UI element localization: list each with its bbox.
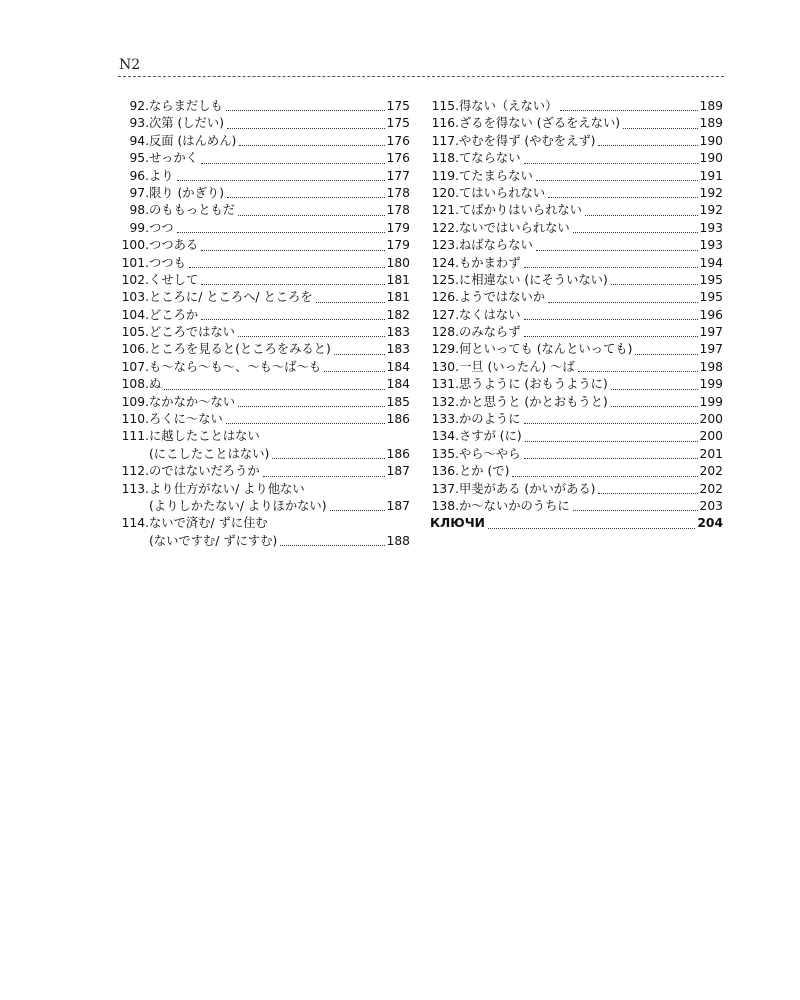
toc-number: 130. — [431, 359, 459, 374]
leader-dots — [201, 250, 384, 251]
toc-title: てならない — [459, 151, 521, 166]
toc-title: ねばならない — [459, 238, 533, 253]
toc-page: 177 — [386, 168, 410, 183]
leader-dots — [488, 528, 695, 529]
toc-number: 122. — [431, 220, 459, 235]
toc-title: も～なら～も～、～も～ば～も — [149, 359, 322, 374]
toc-entry — [120, 324, 410, 341]
toc-number: 93. — [129, 116, 149, 131]
leader-dots — [272, 458, 384, 459]
toc-page: 200 — [699, 429, 723, 444]
leader-dots — [578, 371, 698, 372]
toc-entry — [120, 255, 410, 272]
toc-number: 99. — [129, 220, 149, 235]
toc-number: 107. — [121, 359, 149, 374]
toc-title: どころではない — [149, 325, 235, 340]
leader-dots — [324, 371, 384, 372]
toc-page: 199 — [699, 394, 723, 409]
toc-number: 104. — [121, 307, 149, 322]
toc-entry — [120, 463, 410, 480]
leader-dots — [623, 128, 697, 129]
toc-page: 179 — [386, 238, 410, 253]
toc-page: 190 — [699, 151, 723, 166]
toc-page: 178 — [386, 185, 410, 200]
toc-page: 197 — [699, 325, 723, 340]
toc-number: 121. — [431, 203, 459, 218]
toc-entry — [120, 376, 410, 393]
toc-number: 117. — [431, 133, 459, 148]
leader-dots — [536, 250, 698, 251]
toc-number: 131. — [431, 377, 459, 392]
leader-dots — [585, 215, 698, 216]
toc-title: のではないだろうか — [149, 464, 260, 479]
toc-title: か～ないかのうちに — [459, 498, 570, 513]
toc-number: 98. — [129, 203, 149, 218]
toc-number: 94. — [129, 133, 149, 148]
toc-title-reading: (よりしかたない/ よりほかない) — [149, 498, 327, 513]
toc-column-right — [430, 98, 723, 533]
toc-entry — [430, 446, 723, 463]
leader-dots — [548, 197, 697, 198]
toc-number: 134. — [431, 429, 459, 444]
toc-page: 191 — [699, 168, 723, 183]
toc-entry — [430, 115, 723, 132]
toc-title: 一旦 (いったん) ～ば — [459, 359, 575, 374]
toc-title: つつある — [149, 238, 199, 253]
leader-dots — [611, 284, 698, 285]
toc-number: 135. — [431, 446, 459, 461]
toc-number: 97. — [129, 185, 149, 200]
toc-title: なかなか～ない — [149, 394, 236, 409]
toc-title: とか (で) — [459, 464, 510, 479]
toc-page: 188 — [386, 533, 410, 548]
toc-page: 193 — [699, 220, 723, 235]
toc-title: てたまらない — [459, 168, 533, 183]
toc-title: ざるを得ない (ざるをえない) — [459, 116, 621, 131]
toc-page: 194 — [699, 255, 723, 270]
toc-title: つつ — [149, 220, 174, 235]
toc-number: 112. — [121, 464, 149, 479]
toc-title: ようではないか — [459, 290, 546, 305]
toc-number: 136. — [431, 464, 459, 479]
toc-title: くせして — [149, 272, 199, 287]
leader-dots — [524, 267, 698, 268]
toc-number: 127. — [431, 307, 459, 322]
toc-number: 138. — [431, 498, 459, 513]
toc-number: 111. — [121, 429, 149, 444]
toc-entry — [430, 359, 723, 376]
toc-entry — [120, 150, 410, 167]
leader-dots — [524, 458, 698, 459]
toc-entry — [430, 168, 723, 185]
leader-dots — [548, 302, 697, 303]
toc-entry — [120, 428, 410, 463]
toc-page: 200 — [699, 412, 723, 427]
toc-entry — [430, 411, 723, 428]
toc-number: 108. — [121, 377, 149, 392]
toc-page: 201 — [699, 446, 723, 461]
toc-entry — [430, 463, 723, 480]
toc-title: 次第 (しだい) — [149, 116, 224, 131]
toc-entry — [120, 289, 410, 306]
toc-title: 得ない（えない） — [459, 98, 558, 113]
toc-title: さすが (に) — [459, 429, 522, 444]
toc-entry — [430, 394, 723, 411]
toc-title: に越したことはない — [149, 429, 260, 444]
leader-dots — [525, 441, 698, 442]
toc-entry — [430, 428, 723, 445]
toc-title: やむを得ず (やむをえず) — [459, 133, 596, 148]
toc-number: 118. — [431, 151, 459, 166]
toc-number: 102. — [121, 272, 149, 287]
toc-entry — [120, 237, 410, 254]
toc-number: 129. — [431, 342, 459, 357]
toc-entry — [120, 359, 410, 376]
toc-number: 128. — [431, 325, 459, 340]
leader-dots — [524, 336, 698, 337]
toc-page: 196 — [699, 307, 723, 322]
toc-page: 197 — [699, 342, 723, 357]
toc-page: 176 — [386, 151, 410, 166]
toc-page: 178 — [386, 203, 410, 218]
toc-number: 133. — [431, 412, 459, 427]
toc-title: より仕方がない/ より他ない — [149, 481, 305, 496]
toc-entry — [120, 515, 410, 550]
toc-number: 110. — [121, 412, 149, 427]
toc-number: 116. — [431, 116, 459, 131]
toc-title: どころか — [149, 307, 199, 322]
toc-entry — [120, 168, 410, 185]
toc-title: やら～やら — [459, 446, 521, 461]
toc-number: 119. — [431, 168, 459, 183]
header-label: N2 — [119, 57, 141, 73]
leader-dots — [560, 110, 697, 111]
leader-dots — [201, 284, 384, 285]
toc-page: 193 — [699, 238, 723, 253]
toc-page: 183 — [386, 342, 410, 357]
toc-title: 限り (かぎり) — [149, 185, 224, 200]
toc-entry — [430, 185, 723, 202]
toc-title: せっかく — [149, 151, 198, 166]
leader-dots — [238, 336, 385, 337]
toc-entry — [430, 307, 723, 324]
toc-number: 125. — [431, 272, 459, 287]
toc-title: もかまわず — [459, 255, 521, 270]
leader-dots — [524, 163, 698, 164]
toc-entry — [430, 341, 723, 358]
toc-number: 114. — [121, 516, 149, 531]
toc-entry — [430, 289, 723, 306]
leader-dots — [611, 389, 698, 390]
leader-dots — [512, 476, 697, 477]
toc-page: 195 — [699, 290, 723, 305]
toc-entry — [430, 150, 723, 167]
toc-entry — [120, 307, 410, 324]
leader-dots — [280, 545, 384, 546]
toc-page: 195 — [699, 272, 723, 287]
toc-number: 132. — [431, 394, 459, 409]
toc-page: 182 — [386, 307, 410, 322]
toc-entry — [120, 481, 410, 516]
toc-entry — [120, 202, 410, 219]
leader-dots — [573, 510, 698, 511]
leader-dots — [201, 163, 385, 164]
leader-dots — [189, 267, 385, 268]
toc-title: なくはない — [459, 307, 521, 322]
toc-entry — [430, 98, 723, 115]
toc-entry — [120, 394, 410, 411]
toc-page: 181 — [386, 290, 410, 305]
toc-title: のももっともだ — [149, 203, 236, 218]
leader-dots — [330, 510, 385, 511]
toc-page: 176 — [386, 133, 410, 148]
toc-entry — [430, 220, 723, 237]
toc-entry — [430, 237, 723, 254]
leader-dots — [177, 180, 385, 181]
leader-dots — [573, 232, 698, 233]
toc-number: 120. — [431, 185, 459, 200]
leader-dots — [635, 354, 697, 355]
toc-title: ならまだしも — [149, 98, 223, 113]
leader-dots — [164, 389, 384, 390]
toc-number: 92. — [129, 98, 149, 113]
toc-title-reading: (ないですむ/ ずにすむ) — [149, 533, 278, 548]
leader-dots — [177, 232, 385, 233]
toc-title: ないで済む/ ずに住む — [149, 516, 268, 531]
toc-title: 思うように (おもうように) — [459, 377, 608, 392]
toc-page: 204 — [697, 516, 723, 531]
leader-dots — [536, 180, 698, 181]
toc-title: 何といっても (なんといっても) — [459, 342, 633, 357]
toc-page: 186 — [386, 446, 410, 461]
leader-dots — [524, 319, 698, 320]
leader-dots — [239, 145, 384, 146]
leader-dots — [227, 197, 385, 198]
toc-title: 甲斐がある (かいがある) — [459, 481, 596, 496]
toc-entry — [120, 98, 410, 115]
leader-dots — [524, 423, 698, 424]
toc-number: 101. — [121, 255, 149, 270]
toc-title: つつも — [149, 255, 186, 270]
leader-dots — [598, 493, 697, 494]
leader-dots — [227, 128, 385, 129]
toc-number: 100. — [121, 238, 149, 253]
toc-page: 192 — [699, 185, 723, 200]
leader-dots — [226, 110, 385, 111]
toc-entry — [430, 324, 723, 341]
toc-page: 199 — [699, 377, 723, 392]
header-divider — [118, 76, 724, 77]
toc-title: てはいられない — [459, 185, 546, 200]
toc-entry — [430, 376, 723, 393]
toc-page: 183 — [386, 325, 410, 340]
toc-number: 95. — [129, 151, 149, 166]
toc-page: 186 — [386, 412, 410, 427]
toc-entry — [120, 341, 410, 358]
toc-number: 126. — [431, 290, 459, 305]
toc-number: 96. — [129, 168, 149, 183]
toc-column-left — [120, 98, 410, 550]
leader-dots — [201, 319, 384, 320]
toc-page: 202 — [699, 481, 723, 496]
toc-title: に相違ない (にそういない) — [459, 272, 608, 287]
toc-number: 109. — [121, 394, 149, 409]
toc-page: 175 — [386, 98, 410, 113]
toc-title-reading: (にこしたことはない) — [149, 446, 270, 461]
toc-page: 189 — [699, 116, 723, 131]
toc-entry — [430, 498, 723, 515]
toc-number: 115. — [431, 98, 459, 113]
leader-dots — [226, 423, 385, 424]
toc-title: ぬ — [149, 377, 162, 392]
toc-entry — [430, 202, 723, 219]
toc-title: のみならず — [459, 325, 521, 340]
toc-title: КЛЮЧИ — [430, 516, 485, 531]
toc-page: 187 — [386, 464, 410, 479]
toc-page: 203 — [699, 498, 723, 513]
toc-page: 189 — [699, 98, 723, 113]
toc-entry — [430, 272, 723, 289]
toc-number: 106. — [121, 342, 149, 357]
toc-entry-keys — [430, 515, 723, 532]
toc-entry — [120, 272, 410, 289]
toc-number: 123. — [431, 238, 459, 253]
leader-dots — [598, 145, 697, 146]
toc-page: 198 — [699, 359, 723, 374]
toc-page: 192 — [699, 203, 723, 218]
leader-dots — [316, 302, 385, 303]
toc-page: 175 — [386, 116, 410, 131]
toc-entry — [430, 255, 723, 272]
toc-title: より — [149, 168, 174, 183]
leader-dots — [238, 406, 384, 407]
toc-title: かのように — [459, 412, 521, 427]
toc-number: 113. — [121, 481, 149, 496]
toc-page: 187 — [386, 498, 410, 513]
toc-entry — [120, 185, 410, 202]
leader-dots — [611, 406, 698, 407]
toc-entry — [120, 411, 410, 428]
toc-title: ところを見ると(ところをみると) — [149, 342, 331, 357]
toc-number: 103. — [121, 290, 149, 305]
toc-title: ろくに～ない — [149, 412, 223, 427]
toc-page: 185 — [386, 394, 410, 409]
toc-entry — [120, 115, 410, 132]
toc-title: てばかりはいられない — [459, 203, 582, 218]
toc-entry — [120, 220, 410, 237]
toc-title: ところに/ ところへ/ ところを — [149, 290, 313, 305]
toc-page: 190 — [699, 133, 723, 148]
toc-entry — [430, 133, 723, 150]
toc-number: 124. — [431, 255, 459, 270]
toc-page: 179 — [386, 220, 410, 235]
leader-dots — [334, 354, 385, 355]
toc-title: ないではいられない — [459, 220, 570, 235]
toc-page: 184 — [386, 359, 410, 374]
toc-entry — [430, 481, 723, 498]
toc-title: かと思うと (かとおもうと) — [459, 394, 608, 409]
toc-entry — [120, 133, 410, 150]
toc-number: 105. — [121, 325, 149, 340]
leader-dots — [238, 215, 384, 216]
toc-title: 反面 (はんめん) — [149, 133, 237, 148]
toc-page: 180 — [386, 255, 410, 270]
toc-page: 184 — [386, 377, 410, 392]
leader-dots — [263, 476, 385, 477]
toc-page: 202 — [699, 464, 723, 479]
toc-page: 181 — [386, 272, 410, 287]
toc-number: 137. — [431, 481, 459, 496]
